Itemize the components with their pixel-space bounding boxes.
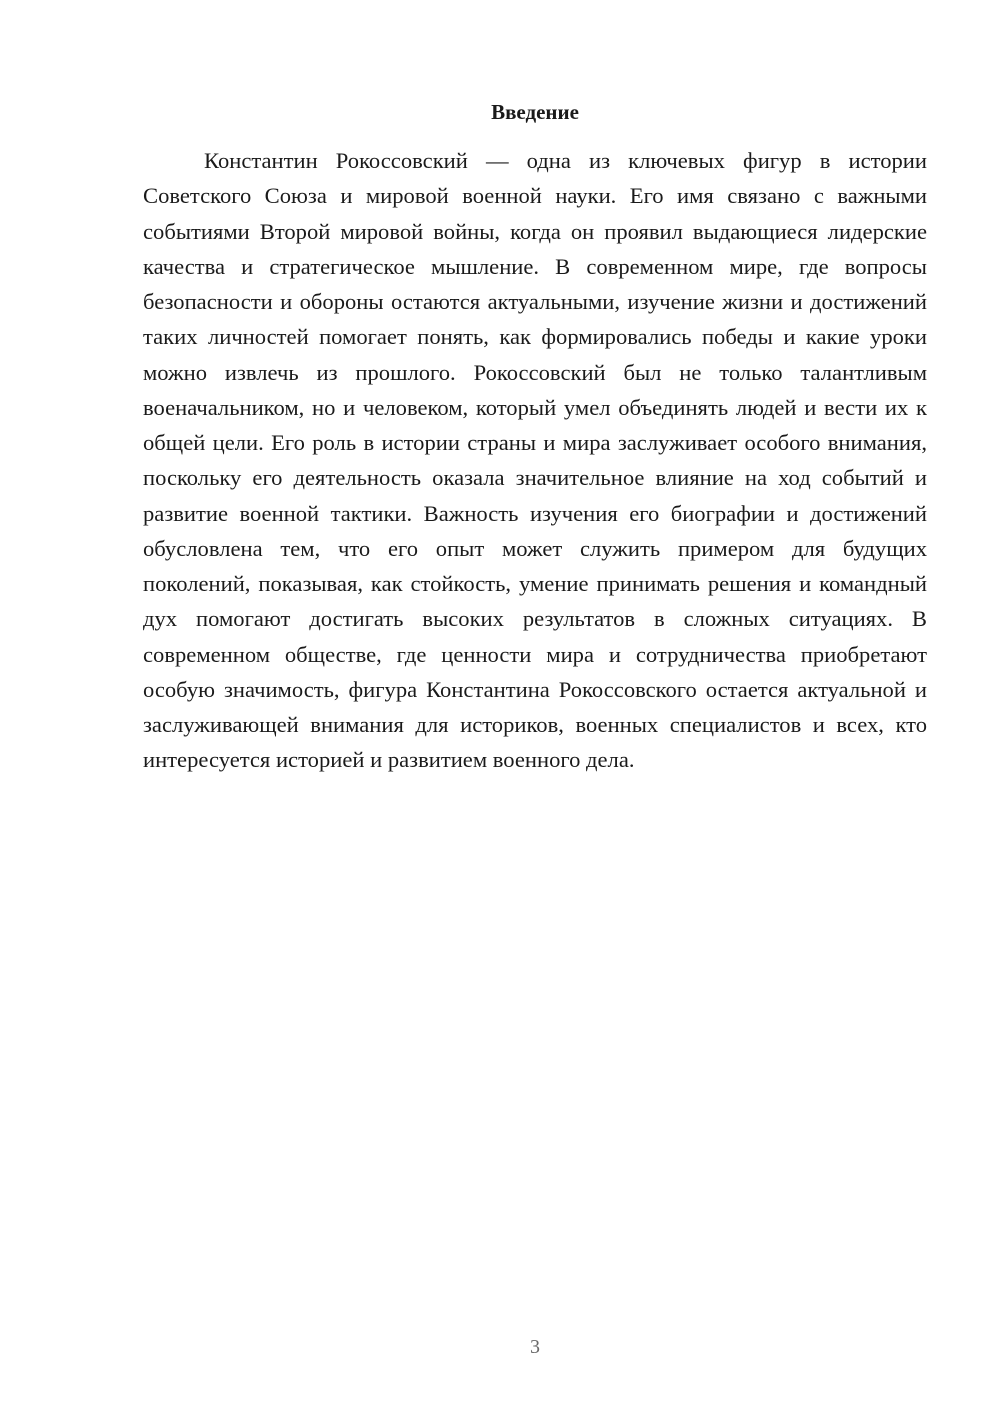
body-paragraph: Константин Рокоссовский — одна из ключевых фигур в истории Советского Союза и мировой военной науки. Его имя связано с важными событиями Второй мировой войны, когда он проявил выдающиеся лидерские качества и стратегическое мышление. В современном мире, где вопросы безопасности и обороны остаются актуальными, изучение жизни и достижений таких личностей помогает понять, как формировались победы и какие уроки можно извлечь из прошлого. Рокоссовский был не только талантливым военачальником, но и человеком, который умел объединять людей и вести их к общей цели. Его роль в истории страны и мира заслуживает особого внимания, поскольку его деятельность оказала значительное влияние на ход событий и развитие военной тактики. Важность изучения его биографии и достижений обусловлена тем, что его опыт может служить примером для будущих поколений, показывая, как стойкость, умение принимать решения и командный дух помогают достигать высоких результатов в сложных ситуациях. В современном обществе, где ценности мира и сотрудничества приобретают особую значимость, фигура Константина Рокоссовского остается актуальной и заслуживающей внимания для историков, военных специалистов и всех, кто интересуется историей и развитием военного дела. — [143, 148, 927, 773]
page-number: 3 — [530, 1336, 540, 1358]
section-heading: Введение — [491, 100, 579, 124]
